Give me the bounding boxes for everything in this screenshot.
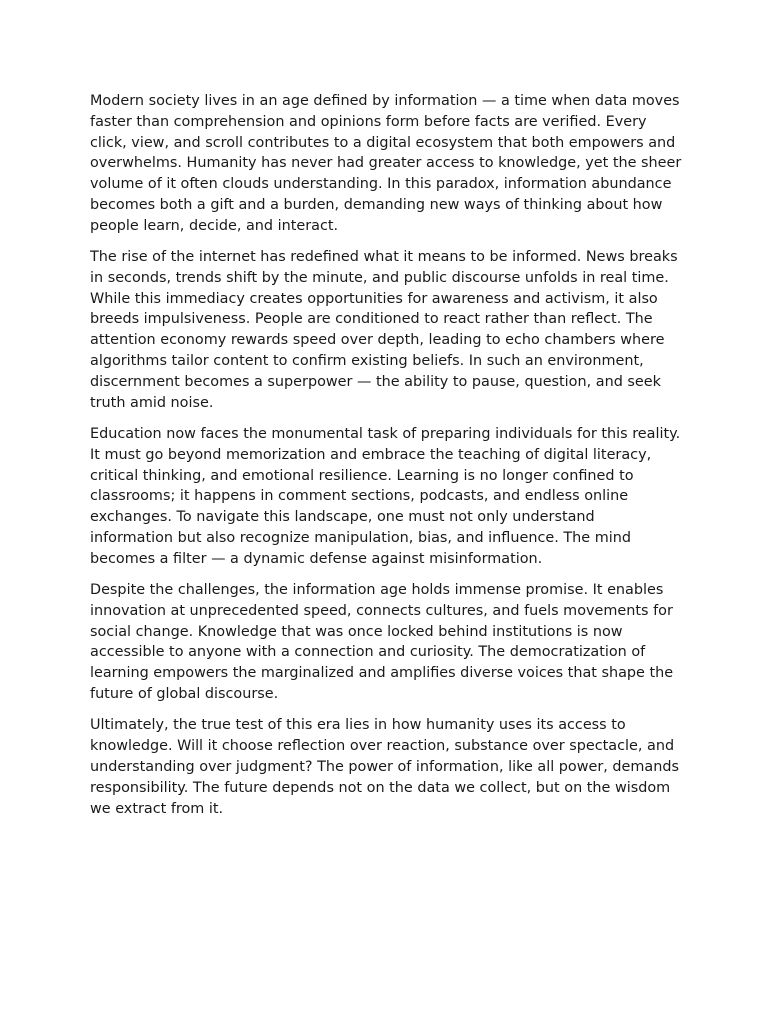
paragraph-5: Ultimately, the true test of this era lies in how humanity uses its access to knowledge. Will it choose reflection over reaction, substance over spectacle, and understanding over judgment? The power of information, like all power, demands responsibility. The future depends not on the data we collect, but on the wisdom we extract from it. [90,717,679,817]
paragraph-3: Education now faces the monumental task of preparing individuals for this reality. It must go beyond memorization and embrace the teaching of digital literacy, critical thinking, and emotional resilience. Learning is no longer confined to classrooms; it happens in comment sections, podcasts, and endless online exchanges. To navigate this landscape, one must not only understand information but also recognize manipulation, bias, and influence. The mind becomes a filter — a dynamic defense against misinformation. [90,425,681,567]
paragraph-2: The rise of the internet has redefined what it means to be informed. News breaks in seconds, trends shift by the minute, and public discourse unfolds in real time. While this immediacy creates opportunities for awareness and activism, it also breeds impulsiveness. People are conditioned to react rather than reflect. The attention economy rewards speed over depth, leading to echo chambers where algorithms tailor content to confirm existing beliefs. In such an environment, discernment becomes a superpower — the ability to pause, question, and seek truth amid noise. [90,249,678,411]
paragraph-4: Despite the challenges, the information age holds immense promise. It enables innovation at unprecedented speed, connects cultures, and fuels movements for social change. Knowledge that was once locked behind institutions is now accessible to anyone with a connection and curiosity. The democratization of learning empowers the marginalized and amplifies diverse voices that shape the future of global discourse. [90,582,674,703]
paragraph-1: Modern society lives in an age defined by information — a time when data moves faster than comprehension and opinions form before facts are verified. Every click, view, and scroll contributes to a digital ecosystem that both empowers and overwhelms. Humanity has never had greater access to knowledge, yet the sheer volume of it often clouds understanding. In this paradox, information abundance becomes both a gift and a burden, demanding new ways of thinking about how people learn, decide, and interact. [90,93,682,234]
document-body [90,91,682,830]
